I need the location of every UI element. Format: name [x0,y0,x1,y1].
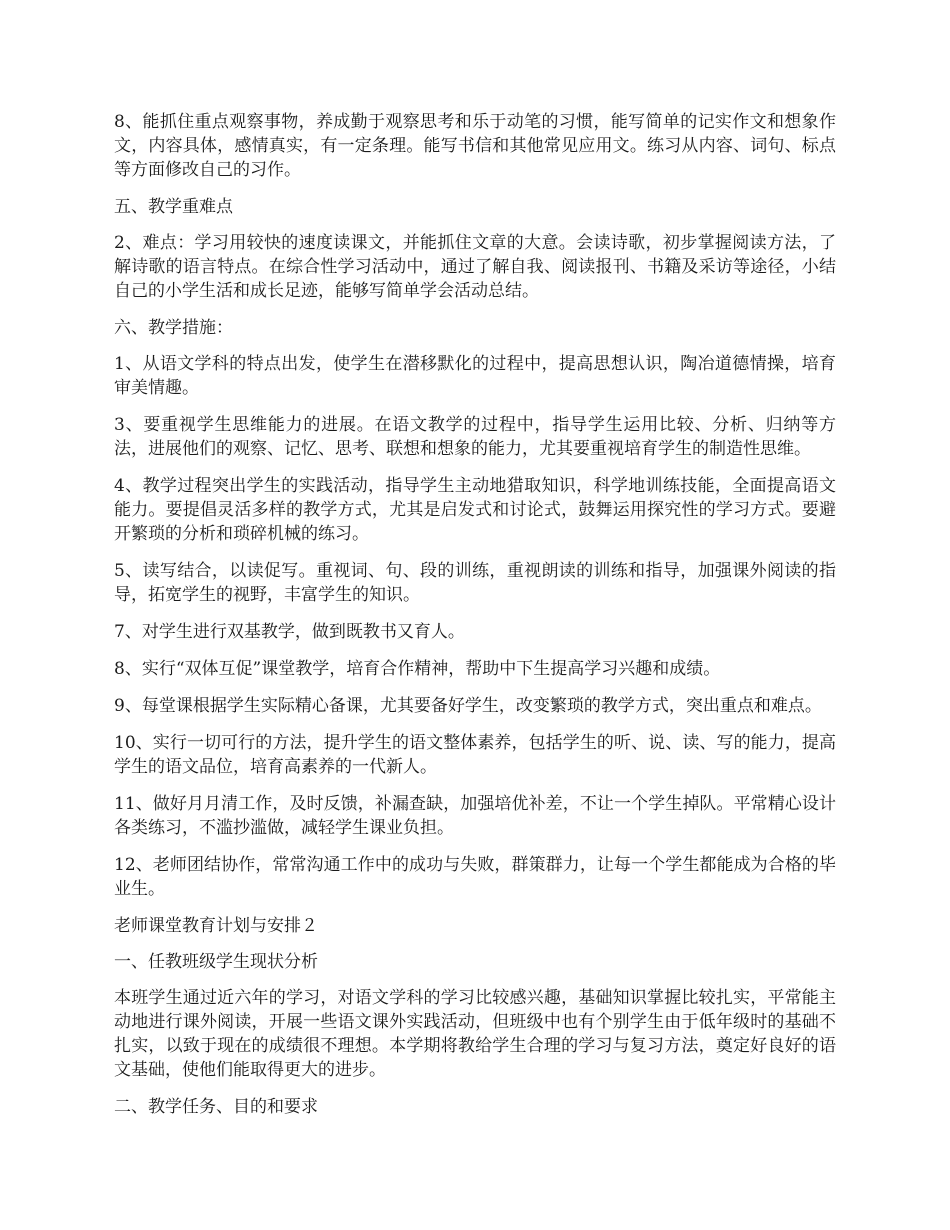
section-heading-class-analysis: 一、任教班级学生现状分析 [114,952,318,972]
section-heading-teaching-tasks: 二、教学任务、目的和要求 [114,1097,318,1117]
paragraph-measure-1: 1、从语文学科的特点出发，使学生在潜移默化的过程中，提高思想认识，陶冶道德情操，培育审美情趣。 [114,354,836,398]
paragraph-measure-8: 8、实行“双体互促”课堂教学，培育合作精神，帮助中下生提高学习兴趣和成绩。 [114,659,721,679]
paragraph-measure-5: 5、读写结合，以读促写。重视词、句、段的训练，重视朗读的训练和指导，加强课外阅读的指导，拓宽学生的视野，丰富学生的知识。 [114,561,836,605]
paragraph-difficulty: 2、难点：学习用较快的速度读课文，并能抓住文章的大意。会读诗歌，初步掌握阅读方法，了解诗歌的语言特点。在综合性学习活动中，通过了解自我、阅读报刊、书籍及采访等途径，小结自己的小学生活和成长足迹，能够写简单学会活动总结。 [114,233,836,301]
paragraph-measure-7: 7、对学生进行双基教学，做到既教书又育人。 [114,622,465,642]
paragraph-observation-writing: 8、能抓住重点观察事物，养成勤于观察思考和乐于动笔的习惯，能写简单的记实作文和想象作文，内容具体，感情真实，有一定条理。能写书信和其他常见应用文。练习从内容、词句、标点等方面修改自己的习作。 [114,112,836,180]
paragraph-measure-12: 12、老师团结协作，常常沟通工作中的成功与失败，群策群力，让每一个学生都能成为合格的毕业生。 [114,855,836,899]
paragraph-measure-9: 9、每堂课根据学生实际精心备课，尤其要备好学生，改变繁琐的教学方式，突出重点和难点。 [114,696,822,716]
section-heading-teaching-measures: 六、教学措施： [114,318,233,338]
section-heading-key-difficulties: 五、教学重难点 [114,197,233,217]
paragraph-class-analysis: 本班学生通过近六年的学习，对语文学科的学习比较感兴趣，基础知识掌握比较扎实，平常能主动地进行课外阅读，开展一些语文课外实践活动，但班级中也有个别学生由于低年级时的基础不扎实，以致于现在的成绩很不理想。本学期将教给学生合理的学习与复习方法，奠定好良好的语文基础，使他们能取得更大的进步。 [114,988,836,1080]
paragraph-measure-10: 10、实行一切可行的方法，提升学生的语文整体素养，包括学生的听、说、读、写的能力，提高学生的语文品位，培育高素养的一代新人。 [114,733,836,777]
paragraph-measure-4: 4、教学过程突出学生的实践活动，指导学生主动地猎取知识，科学地训练技能，全面提高语文能力。要提倡灵活多样的教学方式，尤其是启发式和讨论式，鼓舞运用探究性的学习方式。要避开繁琐的分析和琐碎机械的练习。 [114,476,836,544]
paragraph-measure-11: 11、做好月月清工作，及时反馈，补漏查缺，加强培优补差，不让一个学生掉队。平常精心设计各类练习，不滥抄滥做，减轻学生课业负担。 [114,794,836,838]
document-title-plan-2: 老师课堂教育计划与安排２ [114,916,318,936]
document-body [114,110,836,1131]
paragraph-measure-3: 3、要重视学生思维能力的进展。在语文教学的过程中，指导学生运用比较、分析、归纳等方法，进展他们的观察、记忆、思考、联想和想象的能力，尤其要重视培育学生的制造性思维。 [114,415,836,459]
